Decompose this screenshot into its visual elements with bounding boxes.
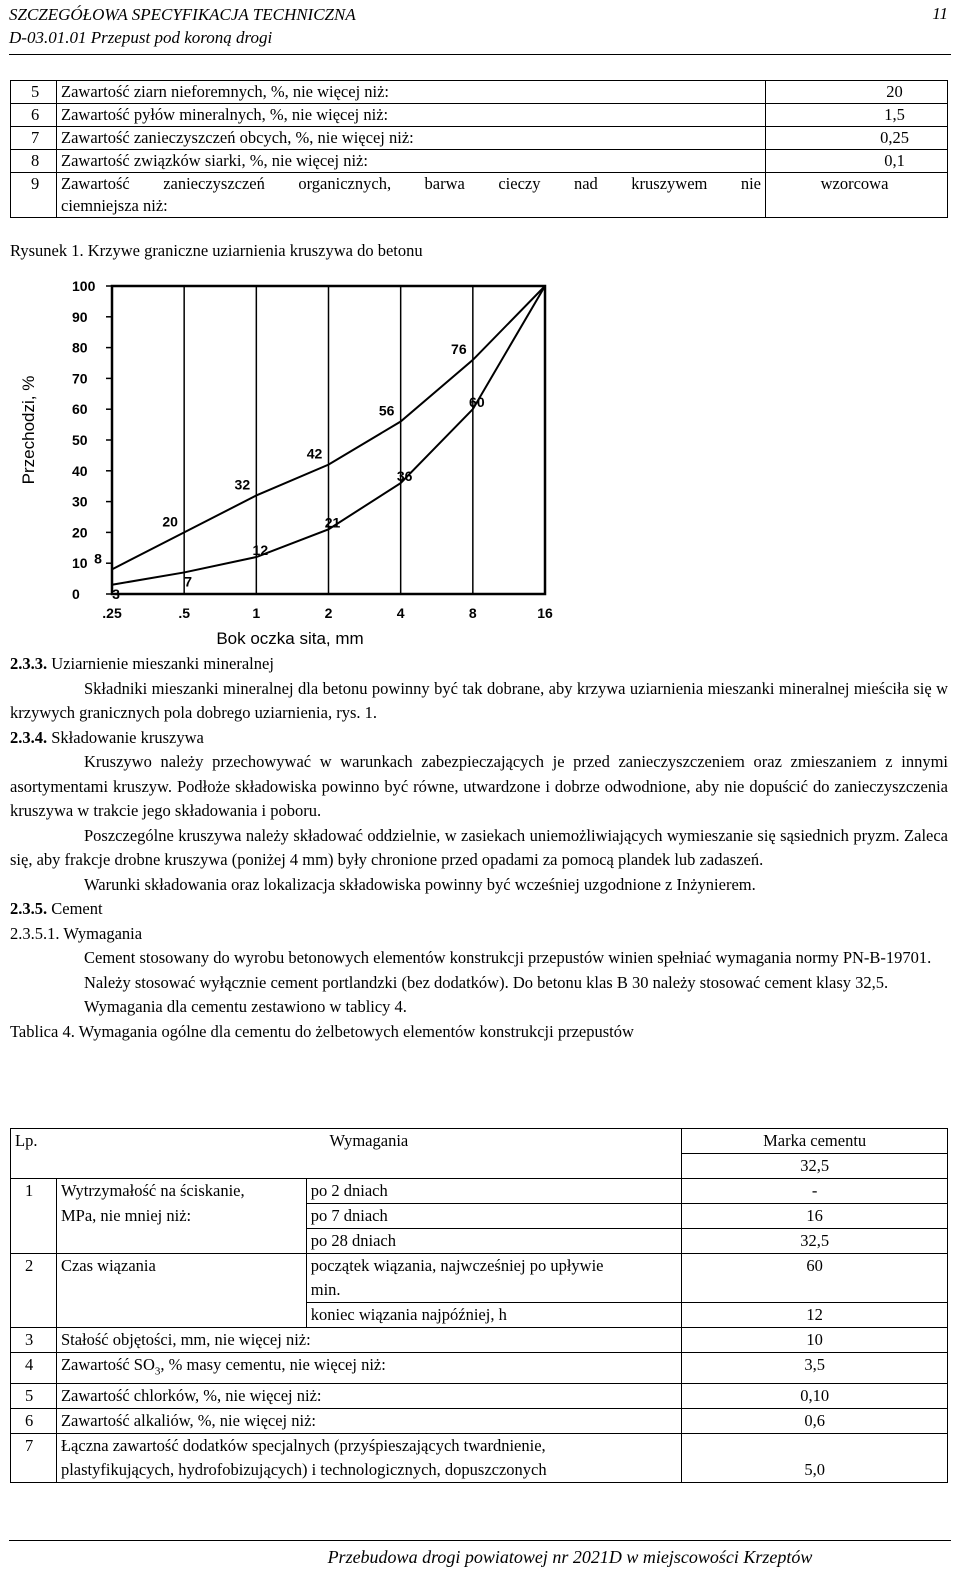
- row-requirement-line2: plastyfikujących, hydrofobizujących) i technologicznych, dopuszczonych: [60, 1460, 547, 1480]
- row-value: 16: [682, 1204, 948, 1229]
- x-axis-label: Bok oczka sita, mm: [216, 629, 364, 648]
- row-value: 12: [682, 1303, 948, 1328]
- data-label: 42: [306, 445, 323, 462]
- table-row: [11, 1303, 948, 1328]
- row-subrequirement: po 7 dniach: [306, 1204, 682, 1229]
- y-tick-label: 100: [72, 278, 96, 294]
- row-number: 8: [11, 150, 57, 173]
- row-number: 6: [11, 104, 57, 127]
- data-label: 3: [112, 585, 120, 602]
- row-requirement-line1: Łączna zawartość dodatków specjalnych (przyśpieszających twardnienie,: [60, 1436, 546, 1456]
- table-row: [11, 1204, 948, 1229]
- y-tick-label: 10: [72, 555, 88, 572]
- section-2-3-3: [10, 652, 948, 1044]
- paragraph: Wymagania dla cementu zestawiono w tablicy 4.: [84, 997, 407, 1016]
- paragraph: Należy stosować wyłącznie cement portlandzki (bez dodatków). Do betonu klas B 30 należy stosować cement klasy 32,5.: [84, 972, 889, 992]
- row-subrequirement: [306, 1254, 682, 1303]
- data-label: 60: [469, 394, 485, 411]
- header-brand: Marka cementu: [682, 1129, 948, 1154]
- table-header-row: [11, 1154, 948, 1179]
- data-label: 12: [252, 542, 269, 559]
- row-number: 4: [11, 1353, 57, 1384]
- table-row: [11, 1384, 948, 1409]
- table-row: [11, 1328, 948, 1353]
- table-header-row: [11, 1129, 948, 1154]
- data-label: 8: [94, 550, 102, 567]
- table-row: [11, 1409, 948, 1434]
- paragraph: Poszczególne kruszywa należy składować oddzielnie, w zasiekach uniemożliwiających wymieszanie się sąsiednich pryzm. Zaleca się, aby frakcje drobne kruszywa (poniżej 4 mm) były chronione przed opadami za pomocą plandek lub zadaszeń.: [10, 825, 948, 869]
- y-tick-label: 60: [72, 401, 88, 418]
- header-divider: [9, 54, 951, 55]
- table-row: [11, 81, 948, 104]
- section-number: 2.3.5.: [10, 899, 48, 918]
- row-text-line2: ciemniejsza niż:: [61, 196, 168, 215]
- table-row: [11, 1434, 948, 1483]
- row-number: 7: [11, 1434, 57, 1483]
- section-number: 2.3.4.: [10, 727, 48, 747]
- row-value: 0,6: [682, 1409, 948, 1434]
- data-label: 56: [378, 402, 395, 419]
- paragraph: Warunki składowania oraz lokalizacja składowiska powinny być wcześniej uzgodnione z Inżynierem.: [84, 874, 756, 894]
- paragraph: Cement stosowany do wyrobu betonowych elementów konstrukcji przepustów winien spełniać wymagania normy PN-B-19701.: [84, 948, 932, 967]
- y-axis-label: Przechodzi, %: [19, 375, 38, 485]
- row-requirement: Stałość objętości, mm, nie więcej niż:: [56, 1328, 681, 1353]
- x-tick-label: 1: [252, 605, 261, 621]
- y-tick-label: 0: [72, 586, 80, 602]
- row-requirement: [56, 1434, 681, 1483]
- x-tick-label: 4: [396, 605, 405, 621]
- table-caption: Tablica 4. Wymagania ogólne dla cementu do żelbetowych elementów konstrukcji przepustów: [10, 1021, 634, 1041]
- x-tick-label: 8: [468, 605, 477, 621]
- y-tick-label: 90: [72, 308, 88, 325]
- section-title: Cement: [51, 899, 103, 918]
- y-tick-label: 50: [72, 432, 88, 448]
- row-number: 2: [11, 1254, 57, 1303]
- y-tick-label: 70: [72, 370, 88, 387]
- data-label: 7: [184, 573, 193, 590]
- row-subrequirement-line1: początek wiązania, najwcześniej po upływie: [310, 1256, 604, 1275]
- row-number: 6: [11, 1409, 57, 1434]
- row-number: 1: [11, 1179, 57, 1204]
- row-text: Zawartość ziarn nieforemnych, %, nie więcej niż:: [57, 81, 766, 104]
- y-tick-label: 80: [72, 339, 88, 356]
- row-value: 3,5: [682, 1353, 948, 1384]
- header-lp: Lp.: [11, 1129, 57, 1154]
- data-label: 76: [451, 340, 467, 357]
- row-requirement: Zawartość alkaliów, %, nie więcej niż:: [56, 1409, 681, 1434]
- header-brand-value: 32,5: [682, 1154, 948, 1179]
- figure-caption: Rysunek 1. Krzywe graniczne uziarnienia kruszywa do betonu: [10, 241, 423, 260]
- row-value: 0,25: [766, 127, 948, 150]
- row-value: 1,5: [766, 104, 948, 127]
- paragraph: Kruszywo należy przechowywać w warunkach zabezpieczających je przed zanieczyszczeniem oraz zmieszaniem z innymi asortymentami kruszyw. Podłoże składowiska powinno być równe, utwardzone i dobrze odwodnione, aby nie dopuścić do zanieczyszczenia kruszywa w trakcie jego składowania i poboru.: [10, 752, 948, 820]
- data-label: 36: [396, 468, 413, 485]
- row-value: 0,1: [766, 150, 948, 173]
- header-requirements: Wymagania: [56, 1129, 681, 1154]
- row-requirement: Wytrzymałość na ściskanie,: [56, 1179, 306, 1204]
- row-value: 10: [682, 1328, 948, 1353]
- y-tick-label: 40: [72, 462, 88, 479]
- row-subrequirement: po 28 dniach: [306, 1229, 682, 1254]
- section-title: Uziarnienie mieszanki mineralnej: [51, 654, 274, 673]
- doc-header-subtitle: D-03.01.01 Przepust pod koroną drogi: [9, 28, 273, 47]
- row-requirement: MPa, nie mniej niż:: [56, 1204, 306, 1229]
- paragraph: Składniki mieszanki mineralnej dla betonu powinny być tak dobrane, aby krzywa uziarnienia mieszanki mineralnej mieściła się w krzywych granicznych pola dobrego uziarnienia, rys. 1.: [10, 678, 948, 722]
- x-tick-label: 2: [324, 605, 333, 621]
- table-row: [11, 1179, 948, 1204]
- row-number: 7: [11, 127, 57, 150]
- x-tick-label: 16: [537, 605, 553, 621]
- y-tick-label: 20: [72, 524, 88, 541]
- row-subrequirement: po 2 dniach: [306, 1179, 682, 1204]
- data-label: 32: [234, 476, 251, 493]
- row-value: 32,5: [682, 1229, 948, 1254]
- section-number: 2.3.3.: [10, 654, 48, 673]
- row-number: 5: [11, 1384, 57, 1409]
- data-label: 20: [162, 513, 178, 530]
- row-requirement: Czas wiązania: [56, 1254, 306, 1303]
- data-label: 21: [324, 514, 341, 531]
- row-subrequirement-line2: min.: [310, 1280, 341, 1299]
- subsection-title: 2.3.5.1. Wymagania: [10, 923, 143, 943]
- table-row: [11, 1353, 948, 1384]
- table-row: [11, 127, 948, 150]
- y-tick-label: 30: [72, 493, 88, 510]
- grading-curves-chart: [10, 268, 610, 653]
- table-row: [11, 1229, 948, 1254]
- row-value: wzorcowa: [766, 173, 948, 218]
- table-row: [11, 1254, 948, 1303]
- row-subrequirement: koniec wiązania najpóźniej, h: [306, 1303, 682, 1328]
- row-value: 60: [682, 1254, 948, 1303]
- doc-footer: Przebudowa drogi powiatowej nr 2021D w miejscowości Krzeptów: [327, 1547, 813, 1567]
- row-text: [57, 173, 766, 218]
- cement-requirements-table: [10, 1128, 948, 1483]
- row-text: Zawartość pyłów mineralnych, %, nie więcej niż:: [57, 104, 766, 127]
- section-title: Składowanie kruszywa: [51, 727, 204, 747]
- page-number: 11: [932, 4, 948, 23]
- row-number: 3: [11, 1328, 57, 1353]
- row-value: 20: [766, 81, 948, 104]
- table-row: [11, 150, 948, 173]
- doc-header-title: SZCZEGÓŁOWA SPECYFIKACJA TECHNICZNA: [9, 5, 356, 24]
- row-text: Zawartość zanieczyszczeń obcych, %, nie więcej niż:: [57, 127, 766, 150]
- aggregate-spec-table: [10, 80, 948, 218]
- table-row: [11, 104, 948, 127]
- x-tick-label: .25: [102, 605, 122, 621]
- row-number: 5: [11, 81, 57, 104]
- row-value: 5,0: [682, 1434, 948, 1483]
- table-row: [11, 173, 948, 218]
- row-text: Zawartość związków siarki, %, nie więcej niż:: [57, 150, 766, 173]
- row-requirement: Zawartość chlorków, %, nie więcej niż:: [56, 1384, 681, 1409]
- x-tick-label: .5: [178, 605, 191, 621]
- row-value: 0,10: [682, 1384, 948, 1409]
- row-text-line1: Zawartość zanieczyszczeń organicznych, barwa cieczy nad kruszywem nie: [61, 174, 761, 193]
- row-value: -: [682, 1179, 948, 1204]
- row-number: 9: [11, 173, 57, 218]
- footer-divider: [9, 1540, 951, 1541]
- row-requirement: Zawartość $SO_3$, % masy cementu, nie więcej niż:: [56, 1353, 681, 1384]
